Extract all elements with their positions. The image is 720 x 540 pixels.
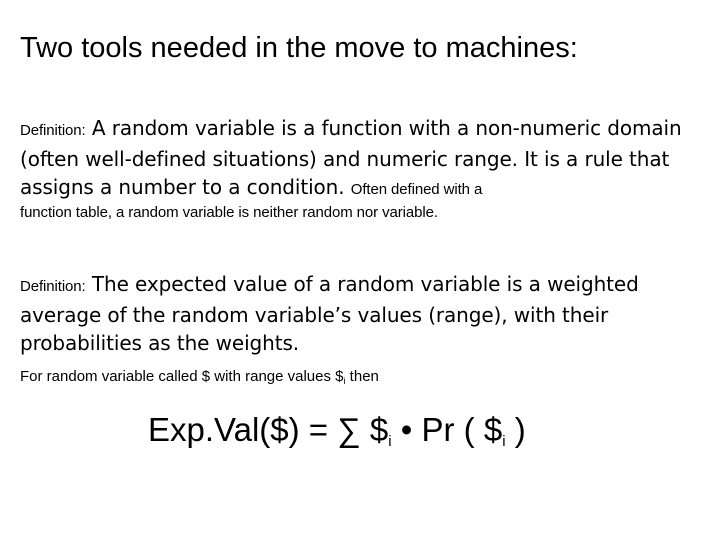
definition-text: The expected value of a random variable is a weighted average of the random variable’s values (range), with their probabilities as the weights. [20, 272, 639, 355]
note-text-before: For random variable called $ with range values $ [20, 368, 344, 385]
formula-sub1: i [388, 433, 392, 450]
formula-term2: Pr ( $ [421, 411, 503, 448]
range-note [20, 366, 379, 392]
note-subscript: i [343, 376, 346, 386]
definition-random-variable [20, 114, 710, 224]
expected-value-formula [148, 408, 526, 464]
definition-expected-value [20, 270, 710, 357]
definition-label: Definition: [20, 278, 86, 295]
note-text-after: then [345, 368, 379, 385]
definition-note-inline: Often defined with a [350, 181, 483, 198]
definition-note-rest: function table, a random variable is neither random nor variable. [20, 204, 438, 221]
bullet-operator: • [391, 411, 422, 448]
sum-symbol: ∑ [337, 411, 361, 448]
formula-sub2: i [502, 433, 506, 450]
formula-term1: $ [360, 411, 389, 448]
slide-title: Two tools needed in the move to machines: [20, 32, 578, 64]
definition-label: Definition: [20, 122, 86, 139]
definition-text: A random variable is a function with a non-numeric domain (often well-defined situations) and numeric range. It is a rule that assigns a number to a condition. [20, 116, 682, 199]
formula-close: ) [505, 411, 526, 448]
formula-left: Exp.Val($) = [148, 411, 338, 448]
